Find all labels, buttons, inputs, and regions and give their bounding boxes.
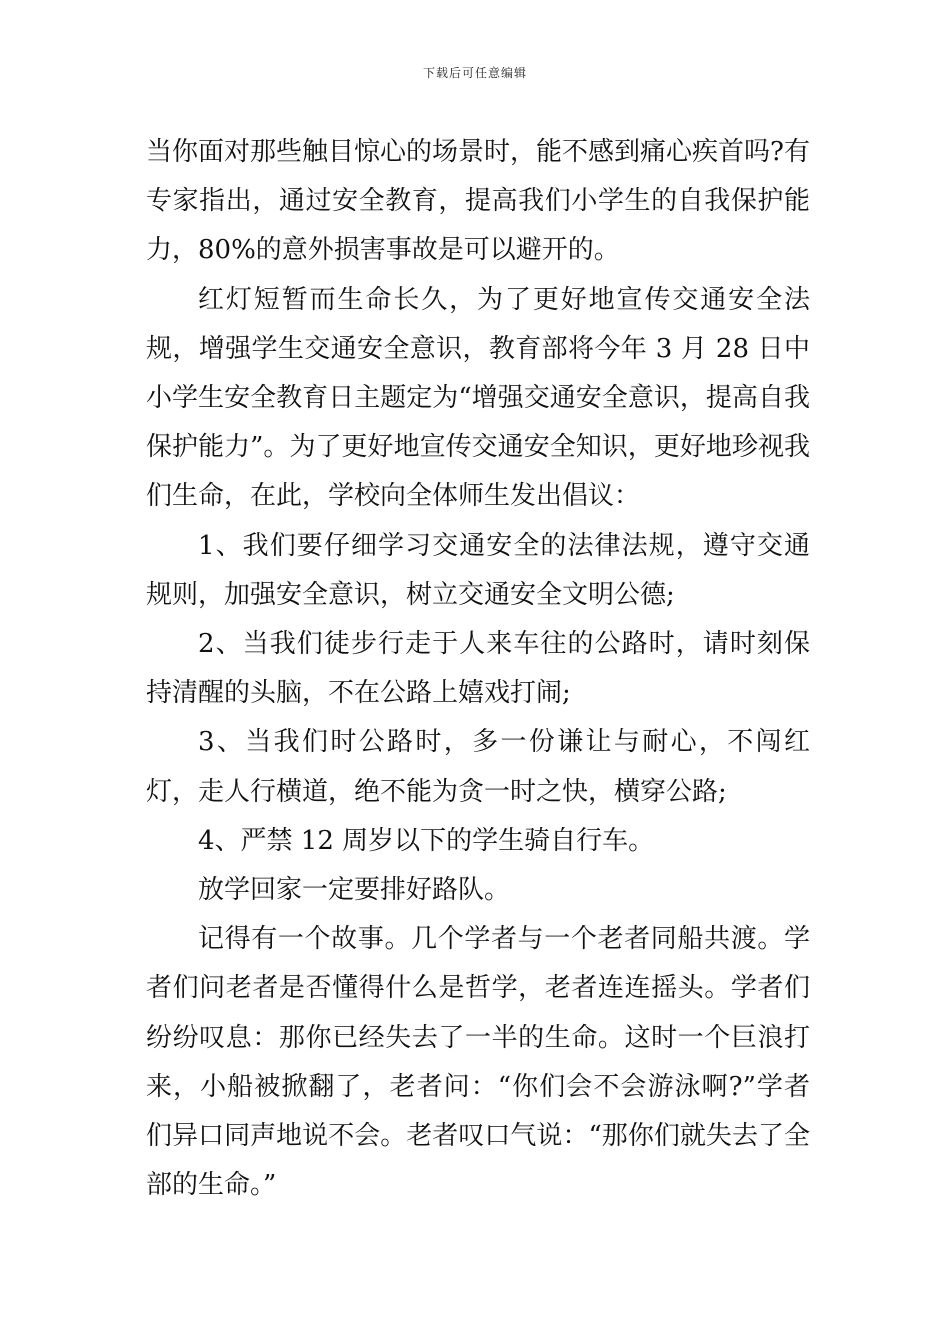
paragraph-queue: 放学回家一定要排好路队。 — [198, 875, 511, 906]
document-body — [146, 128, 810, 1210]
page-header: 下载后可任意编辑 — [422, 66, 527, 80]
list-item-3: 3、当我们时公路时，多一份谦让与耐心，不闯红灯，走人行横道，绝不能为贪一时之快，横穿公路; — [146, 727, 810, 807]
paragraph-intro-continuation: 当你面对那些触目惊心的场景时，能不感到痛心疾首吗?有专家指出，通过安全教育，提高我们小学生的自我保护能力，80%的意外损害事故是可以避开的。 — [146, 137, 810, 266]
list-item-1: 1、我们要仔细学习交通安全的法律法规，遵守交通规则，加强安全意识，树立交通安全文明公德; — [146, 530, 810, 610]
paragraph-story: 记得有一个故事。几个学者与一个老者同船共渡。学者们问老者是否懂得什么是哲学，老者连连摇头。学者们纷纷叹息：那你已经失去了一半的生命。这时一个巨浪打来，小船被掀翻了，老者问：“你们会不会游泳啊?”学者们异口同声地说不会。老者叹口气说：“那你们就失去了全部的生命。” — [146, 924, 810, 1201]
list-item-2: 2、当我们徒步行走于人来车往的公路时，请时刻保持清醒的头脑，不在公路上嬉戏打闹; — [146, 629, 810, 709]
paragraph-initiative: 红灯短暂而生命长久，为了更好地宣传交通安全法规，增强学生交通安全意识，教育部将今年 3 月 28 日中小学生安全教育日主题定为“增强交通安全意识，提高自我保护能力”。为了更好地宣传交通安全知识，更好地珍视我们生命，在此，学校向全体师生发出倡议： — [146, 284, 810, 512]
list-item-4: 4、严禁 12 周岁以下的学生骑自行车。 — [198, 825, 655, 856]
